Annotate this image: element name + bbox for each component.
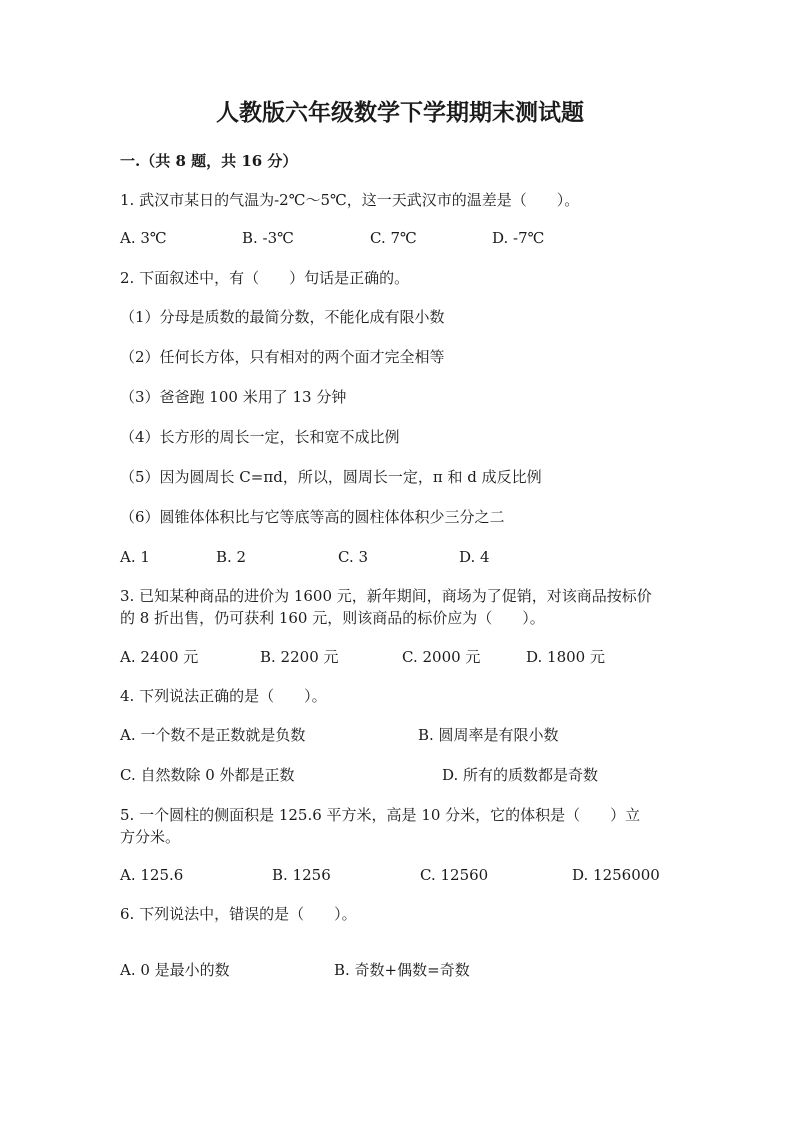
- option-d: D. -7℃: [492, 229, 545, 247]
- question-3-stem-line-1: 3. 已知某种商品的进价为 1600 元，新年期间，商场为了促销，对该商品按标价: [120, 587, 652, 605]
- option-b: B. -3℃: [242, 229, 294, 247]
- option-c: C. 3: [338, 548, 369, 566]
- option-a: A. 2400 元: [120, 648, 199, 666]
- option-b: B. 圆周率是有限小数: [418, 726, 559, 744]
- option-a: A. 一个数不是正数就是负数: [120, 726, 306, 744]
- question-3-stem-line-2: 的 8 折出售，仍可获利 160 元，则该商品的标价应为（ ）。: [120, 609, 545, 627]
- question-5-stem-line-2: 方分米。: [120, 828, 181, 846]
- question-4-stem: 4. 下列说法正确的是（ ）。: [120, 687, 327, 705]
- option-d: D. 1800 元: [526, 648, 605, 666]
- option-c: C. 7℃: [370, 229, 417, 247]
- option-a: A. 3℃: [120, 229, 167, 247]
- statement-6: （6）圆锥体体积比与它等底等高的圆柱体体积少三分之二: [120, 508, 505, 526]
- statement-4: （4）长方形的周长一定，长和宽不成比例: [120, 428, 400, 446]
- option-b: B. 奇数+偶数=奇数: [334, 961, 470, 979]
- question-1-stem: 1. 武汉市某日的气温为-2℃～5℃，这一天武汉市的温差是（ ）。: [120, 191, 580, 209]
- option-c: C. 2000 元: [402, 648, 481, 666]
- question-2-stem: 2. 下面叙述中，有（ ）句话是正确的。: [120, 269, 410, 287]
- question-5-stem-line-1: 5. 一个圆柱的侧面积是 125.6 平方米，高是 10 分米，它的体积是（ ）立: [120, 806, 641, 824]
- option-d: D. 4: [459, 548, 490, 566]
- option-d: D. 所有的质数都是奇数: [442, 766, 599, 784]
- statement-5: （5）因为圆周长 C=πd，所以，圆周长一定，π 和 d 成反比例: [120, 468, 542, 486]
- question-6-stem: 6. 下列说法中，错误的是（ ）。: [120, 905, 357, 923]
- page-title: 人教版六年级数学下学期期末测试题: [216, 99, 584, 126]
- option-c: C. 自然数除 0 外都是正数: [120, 766, 295, 784]
- statement-2: （2）任何长方体，只有相对的两个面才完全相等: [120, 348, 445, 366]
- option-a: A. 0 是最小的数: [120, 961, 230, 979]
- option-a: A. 125.6: [120, 866, 184, 884]
- statement-1: （1）分母是质数的最简分数，不能化成有限小数: [120, 308, 445, 326]
- option-d: D. 1256000: [572, 866, 660, 884]
- option-c: C. 12560: [420, 866, 489, 884]
- option-b: B. 2200 元: [260, 648, 339, 666]
- option-b: B. 1256: [272, 866, 331, 884]
- option-a: A. 1: [120, 548, 150, 566]
- statement-3: （3）爸爸跑 100 米用了 13 分钟: [120, 388, 347, 406]
- option-b: B. 2: [216, 548, 247, 566]
- section-heading: 一.（共 8 题，共 16 分）: [120, 152, 298, 170]
